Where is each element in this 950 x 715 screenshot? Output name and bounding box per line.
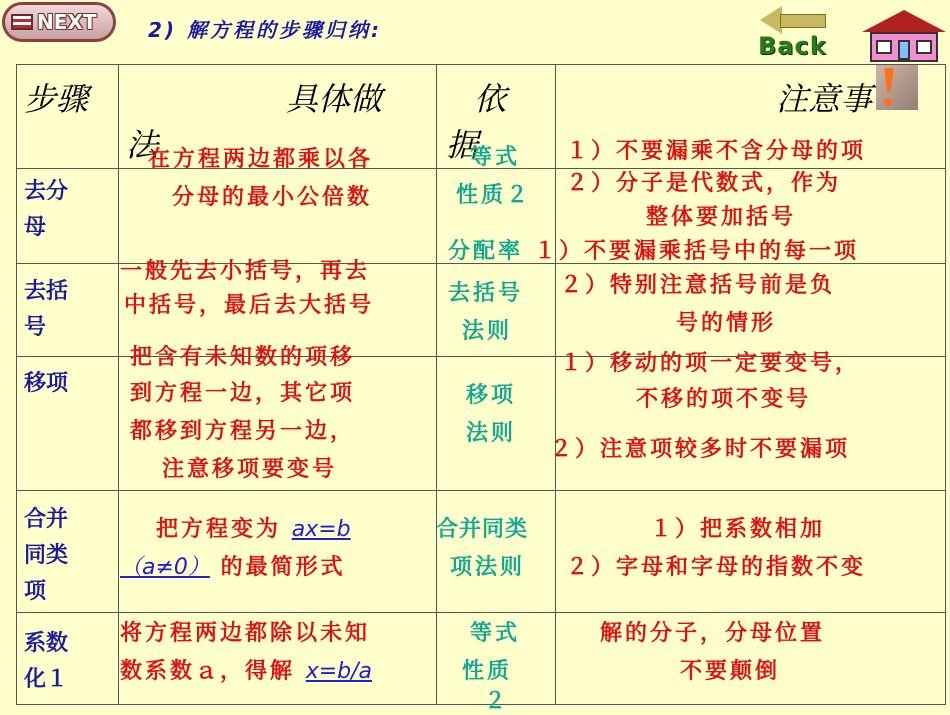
basis-cell: 性质 (462, 659, 513, 684)
notes-cell: １）不要漏乘不含分母的项 (566, 139, 867, 164)
method-cell: 分母的最小公倍数 (172, 185, 373, 210)
basis-cell: 分配率 (448, 239, 524, 264)
warning-icon[interactable] (876, 64, 918, 110)
header-method: 具体做 (286, 80, 383, 118)
notes-cell: ２）特别注意括号前是负 (560, 273, 836, 298)
notes-cell: ２）注意项较多时不要漏项 (550, 437, 851, 462)
basis-cell: 去括号 (448, 281, 524, 306)
table-line (436, 64, 437, 704)
notes-cell: 整体要加括号 (646, 205, 797, 230)
step-cell: 项 (24, 579, 47, 604)
header-basis-cont: 据 (446, 126, 479, 164)
table-line (16, 704, 946, 705)
method-text: 数系数ａ，得解 (120, 659, 296, 684)
basis-cell: 合并同类 (436, 517, 529, 542)
table-line (16, 64, 946, 65)
home-window (876, 40, 892, 54)
flag-icon (11, 14, 33, 30)
warning-mark (882, 68, 894, 100)
notes-cell: 不要颠倒 (680, 659, 781, 684)
method-cell (156, 512, 351, 543)
step-cell: 号 (24, 315, 47, 340)
home-icon[interactable] (862, 10, 946, 64)
notes-cell: 号的情形 (676, 311, 777, 336)
notes-cell: １）把系数相加 (650, 517, 826, 542)
notes-cell: 不移的项不变号 (636, 387, 812, 412)
step-cell: 系数 (24, 631, 69, 656)
notes-cell: ２）字母和字母的指数不变 (566, 555, 867, 580)
header-notes: 注意事 (776, 80, 873, 118)
basis-cell: 性质２ (456, 183, 532, 208)
method-cell (120, 550, 346, 581)
home-roof (862, 10, 946, 32)
step-cell: 去括 (24, 279, 69, 304)
method-cell: 将方程两边都除以未知 (120, 621, 371, 646)
method-cell: 中括号，最后去大括号 (124, 293, 375, 318)
method-cell: 把含有未知数的项移 (130, 345, 356, 370)
method-cell: 在方程两边都乘以各 (148, 147, 374, 172)
step-cell: 去分 (24, 179, 69, 204)
method-cell: 到方程一边，其它项 (130, 381, 356, 406)
table-line (945, 64, 946, 704)
header-step: 步骤 (24, 80, 89, 118)
back-arrow-icon (760, 6, 782, 34)
formula: ax=b (291, 517, 351, 542)
notes-cell: １）移动的项一定要变号， (560, 351, 861, 376)
basis-cell: 法则 (462, 319, 513, 344)
table-line (555, 64, 556, 704)
basis-cell: 等式 (470, 145, 521, 170)
formula: x=b/a (305, 659, 372, 684)
method-cell: 一般先去小括号，再去 (120, 259, 371, 284)
back-arrow-shaft (780, 14, 826, 28)
table-line (16, 490, 946, 491)
back-button-label: Back (758, 32, 827, 60)
home-wall (870, 32, 938, 62)
step-cell: 合并 (24, 507, 69, 532)
basis-cell: 等式 (470, 621, 521, 646)
header-basis: 依 (474, 80, 507, 118)
next-button-label: NEXT (37, 10, 97, 34)
step-cell: 同类 (24, 543, 69, 568)
warning-dot (884, 98, 892, 106)
step-cell: 化１ (24, 667, 69, 692)
method-cell (120, 654, 372, 685)
notes-cell: １）不要漏乘括号中的每一项 (534, 239, 860, 264)
basis-cell: ２ (484, 689, 510, 714)
method-text: 把方程变为 (156, 517, 282, 542)
slide-title: 2) 解方程的步骤归纳: (148, 18, 383, 42)
table-line (118, 64, 119, 704)
method-text: 的最简形式 (220, 555, 346, 580)
next-button[interactable] (2, 2, 116, 42)
back-button[interactable] (752, 4, 848, 60)
basis-cell: 项法则 (450, 555, 526, 580)
notes-cell: 解的分子，分母位置 (600, 621, 826, 646)
basis-cell: 移项 (466, 383, 517, 408)
header-method-cont: 法 (126, 126, 159, 164)
step-cell: 母 (24, 215, 47, 240)
basis-cell: 法则 (466, 421, 517, 446)
home-window (916, 40, 932, 54)
notes-cell: ２）分子是代数式，作为 (566, 171, 842, 196)
formula: （a≠0） (120, 555, 210, 580)
method-cell: 注意移项要变号 (162, 457, 338, 482)
table-line (16, 612, 946, 613)
method-cell: 都移到方程另一边， (130, 419, 356, 444)
home-door (898, 40, 910, 60)
step-cell: 移项 (24, 371, 69, 396)
table-line (16, 64, 17, 704)
